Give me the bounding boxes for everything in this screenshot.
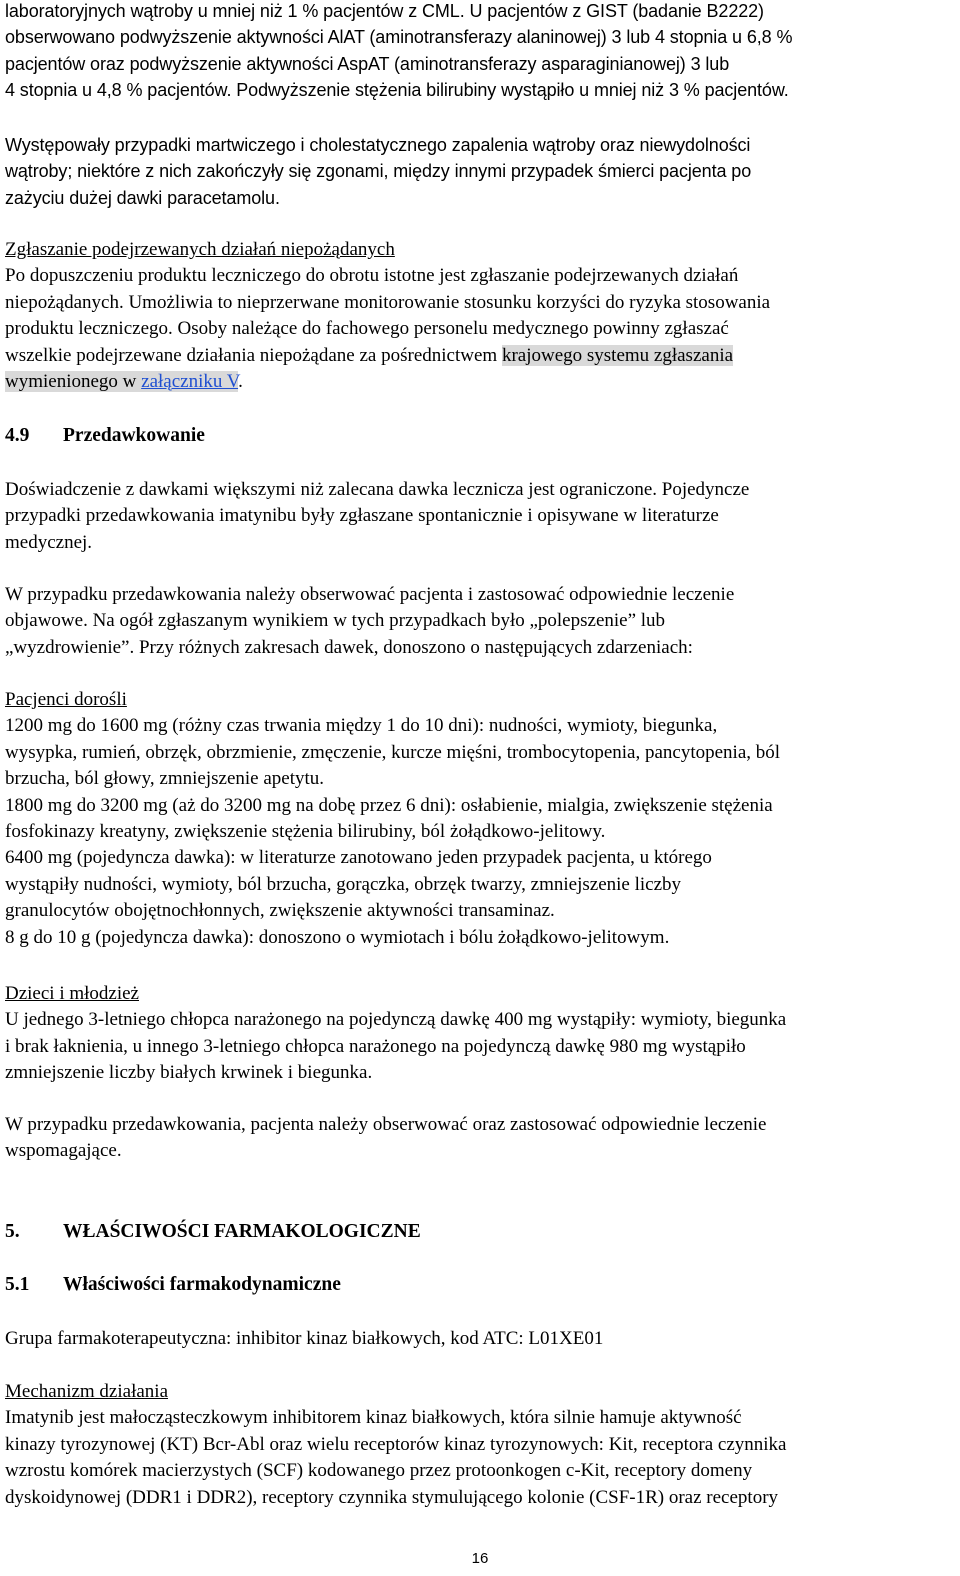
overdose-paragraph-2: [5, 582, 957, 661]
overdose-paragraph-3: [5, 1112, 957, 1165]
text-line: wspomagające.: [5, 1140, 122, 1162]
text-line: obserwowano podwyższenie aktywności AlAT (aminotransferazy alaninowej) 3 lub 4 stopnia u 6,8 %: [5, 27, 793, 48]
mechanism-section: [5, 1379, 957, 1511]
text-line: wzrostu komórek macierzystych (SCF) kodowanego przez protoonkogen c-Kit, receptory domeny: [5, 1460, 753, 1482]
text-line: 8 g do 10 g (pojedyncza dawka): donoszono o wymiotach i bólu żołądkowo-jelitowym.: [5, 926, 670, 948]
text-line: [5, 343, 957, 369]
section-4-9-heading: [5, 423, 957, 449]
reporting-section: [5, 237, 957, 395]
text-line: [5, 369, 957, 395]
text-line: 1200 mg do 1600 mg (różny czas trwania między 1 do 10 dni): nudności, wymioty, biegunka,: [5, 715, 718, 737]
text-line: wystąpiły nudności, wymioty, ból brzucha, gorączka, obrzęk twarzy, zmniejszenie liczby: [5, 873, 682, 895]
highlighted-text: [5, 371, 238, 392]
text-span: wymienionego w: [5, 371, 142, 393]
text-line: Grupa farmakoterapeutyczna: inhibitor kinaz białkowych, kod ATC: L01XE01: [5, 1328, 604, 1349]
text-line: U jednego 3-letniego chłopca narażonego na pojedynczą dawkę 400 mg wystąpiły: wymioty, biegunka: [5, 1009, 787, 1031]
children-section: [5, 981, 957, 1087]
section-title: Przedawkowanie: [63, 425, 205, 446]
text-line: Występowały przypadki martwiczego i cholestatycznego zapalenia wątroby oraz niewydolności: [5, 135, 751, 155]
text-line: 4 stopnia u 4,8 % pacjentów. Podwyższenie stężenia bilirubiny wystąpiło u mniej niż 3 % pacjentów.: [5, 80, 789, 101]
text-line: kinazy tyrozynowej (KT) Bcr-Abl oraz wielu receptorów kinaz tyrozynowych: Kit, receptora czynnika: [5, 1433, 787, 1455]
section-number: 5.: [5, 1221, 20, 1242]
text-line: Doświadczenie z dawkami większymi niż zalecana dawka lecznicza jest ograniczone. Pojedyncze: [5, 479, 750, 500]
intro-paragraph-1: [5, 0, 957, 104]
annex-v-link[interactable]: załączniku V: [141, 371, 239, 393]
section-number: 4.9: [5, 425, 30, 446]
text-line: medycznej.: [5, 531, 93, 553]
text-span: wszelkie podejrzewane działania niepożądane za pośrednictwem: [5, 344, 502, 366]
section-5-1-heading: [5, 1272, 957, 1298]
text-line: 1800 mg do 3200 mg (aż do 3200 mg na dobę przez 6 dni): osłabienie, mialgia, zwiększenie stężenia: [5, 794, 773, 816]
text-line: produktu leczniczego. Osoby należące do fachowego personelu medycznego powinny zgłaszać: [5, 318, 729, 340]
text-line: objawowe. Na ogół zgłaszanym wynikiem w tych przypadkach było „polepszenie” lub: [5, 610, 666, 632]
text-line: W przypadku przedawkowania należy obserwować pacjenta i zastosować odpowiednie leczenie: [5, 584, 735, 605]
text-line: dyskoidynowej (DDR1 i DDR2), receptory czynnika stymulującego kolonie (CSF-1R) oraz receptory: [5, 1486, 779, 1508]
pharmacotherapeutic-group: [5, 1326, 957, 1352]
text-line: fosfokinazy kreatyny, zwiększenie stężenia bilirubiny, ból żołądkowo-jelitowy.: [5, 821, 606, 843]
section-number: 5.1: [5, 1274, 30, 1295]
overdose-paragraph-1: [5, 477, 957, 556]
text-line: zmniejszenie liczby białych krwinek i biegunka.: [5, 1062, 373, 1084]
highlighted-text: krajowego systemu zgłaszania: [501, 344, 734, 366]
page-number: 16: [471, 1550, 489, 1567]
text-line: i brak łaknienia, u innego 3-letniego chłopca narażonego na pojedynczą dawkę 980 mg wystąpiło: [5, 1035, 746, 1057]
text-line: brzucha, ból głowy, zmniejszenie apetytu.: [5, 768, 325, 790]
text-line: wysypka, rumień, obrzęk, obrzmienie, zmęczenie, kurcze mięśni, trombocytopenia, pancytopenia, ból: [5, 741, 781, 763]
text-line: przypadki przedawkowania imatynibu były zgłaszane spontanicznie i opisywane w literaturze: [5, 505, 719, 527]
text-line: zażyciu dużej dawki paracetamolu.: [5, 187, 280, 208]
section-5-heading: [5, 1219, 957, 1245]
reporting-heading: Zgłaszanie podejrzewanych działań niepożądanych: [5, 239, 395, 260]
text-line: 6400 mg (pojedyncza dawka): w literaturze zanotowano jeden przypadek pacjenta, u którego: [5, 847, 712, 869]
text-line: niepożądanych. Umożliwia to nieprzerwane monitorowanie stosunku korzyści do ryzyka stosowania: [5, 291, 771, 313]
text-line: wątroby; niektóre z nich zakończyły się zgonami, między innymi przypadek śmierci pacjenta po: [5, 161, 752, 182]
text-line: granulocytów obojętnochłonnych, zwiększenie aktywności transaminaz.: [5, 900, 555, 922]
children-heading: Dzieci i młodzież: [5, 983, 139, 1004]
adults-heading: Pacjenci dorośli: [5, 689, 127, 710]
text-line: laboratoryjnych wątroby u mniej niż 1 % pacjentów z CML. U pacjentów z GIST (badanie B2222): [5, 1, 764, 21]
intro-paragraph-2: [5, 132, 957, 211]
text-line: Imatynib jest małocząsteczkowym inhibitorem kinaz białkowych, która silnie hamuje aktywność: [5, 1407, 742, 1429]
section-title: Właściwości farmakodynamiczne: [63, 1274, 341, 1295]
text-line: Po dopuszczeniu produktu leczniczego do obrotu istotne jest zgłaszanie podejrzewanych działań: [5, 265, 739, 287]
text-line: W przypadku przedawkowania, pacjenta należy obserwować oraz zastosować odpowiednie leczenie: [5, 1114, 767, 1135]
section-title: WŁAŚCIWOŚCI FARMAKOLOGICZNE: [63, 1221, 421, 1242]
adults-section: [5, 687, 957, 951]
text-line: „wyzdrowienie”. Przy różnych zakresach dawek, donoszono o następujących zdarzeniach:: [5, 636, 693, 658]
text-line: pacjentów oraz podwyższenie aktywności AspAT (aminotransferazy asparaginianowej) 3 lub: [5, 53, 730, 74]
mechanism-heading: Mechanizm działania: [5, 1381, 169, 1402]
text-span: .: [238, 371, 243, 393]
